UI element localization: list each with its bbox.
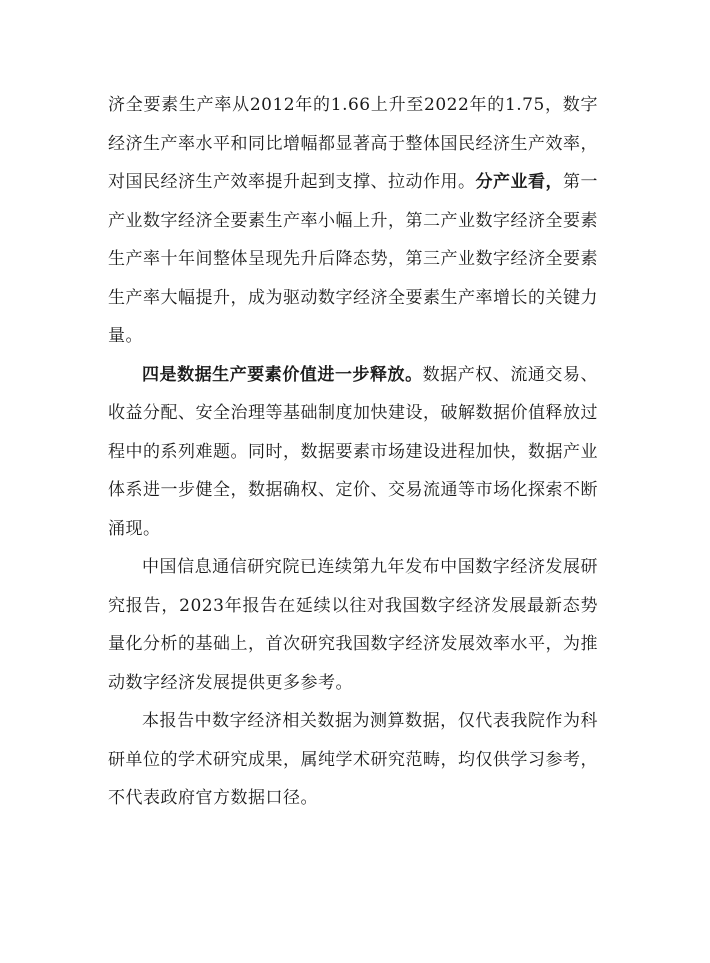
bold-heading-by-industry: 分产业看，	[475, 172, 563, 192]
paragraph-caict-report	[108, 548, 598, 702]
text-segment: 本报告中数字经济相关数据为测算数据，仅代表我院作为科研单位的学术研究成果，属纯学术研究范畴，均仅供学习参考，不代表政府官方数据口径。	[108, 711, 598, 808]
paragraph-disclaimer	[108, 702, 598, 818]
paragraph-productivity	[108, 86, 598, 356]
bold-heading-data-factor: 四是数据生产要素价值进一步释放。	[142, 364, 423, 385]
text-segment: 中国信息通信研究院已连续第九年发布中国数字经济发展研究报告，2023年报告在延续以往对我国数字经济发展最新态势量化分析的基础上，首次研究我国数字经济发展效率水平，为推动数字经济发展提供更多参考。	[108, 557, 598, 693]
text-segment: 济全要素生产率从2012年的1.66上升至2022年的1.75，数字经济生产率水平和同比增幅都显著高于整体国民经济生产效率，对国民经济生产效率提升起到支撑、拉动作用。	[108, 95, 598, 192]
text-segment: 数据产权、流通交易、收益分配、安全治理等基础制度加快建设，破解数据价值释放过程中的系列难题。同时，数据要素市场建设进程加快，数据产业体系进一步健全，数据确权、定价、交易流通等市场化探索不断涌现。	[108, 364, 599, 539]
paragraph-data-factor	[108, 356, 598, 549]
text-segment: 第一产业数字经济全要素生产率小幅上升，第二产业数字经济全要素生产率十年间整体呈现先升后降态势，第三产业数字经济全要素生产率大幅提升，成为驱动数字经济全要素生产率增长的关键力量。	[108, 172, 598, 346]
document-body	[108, 86, 598, 818]
